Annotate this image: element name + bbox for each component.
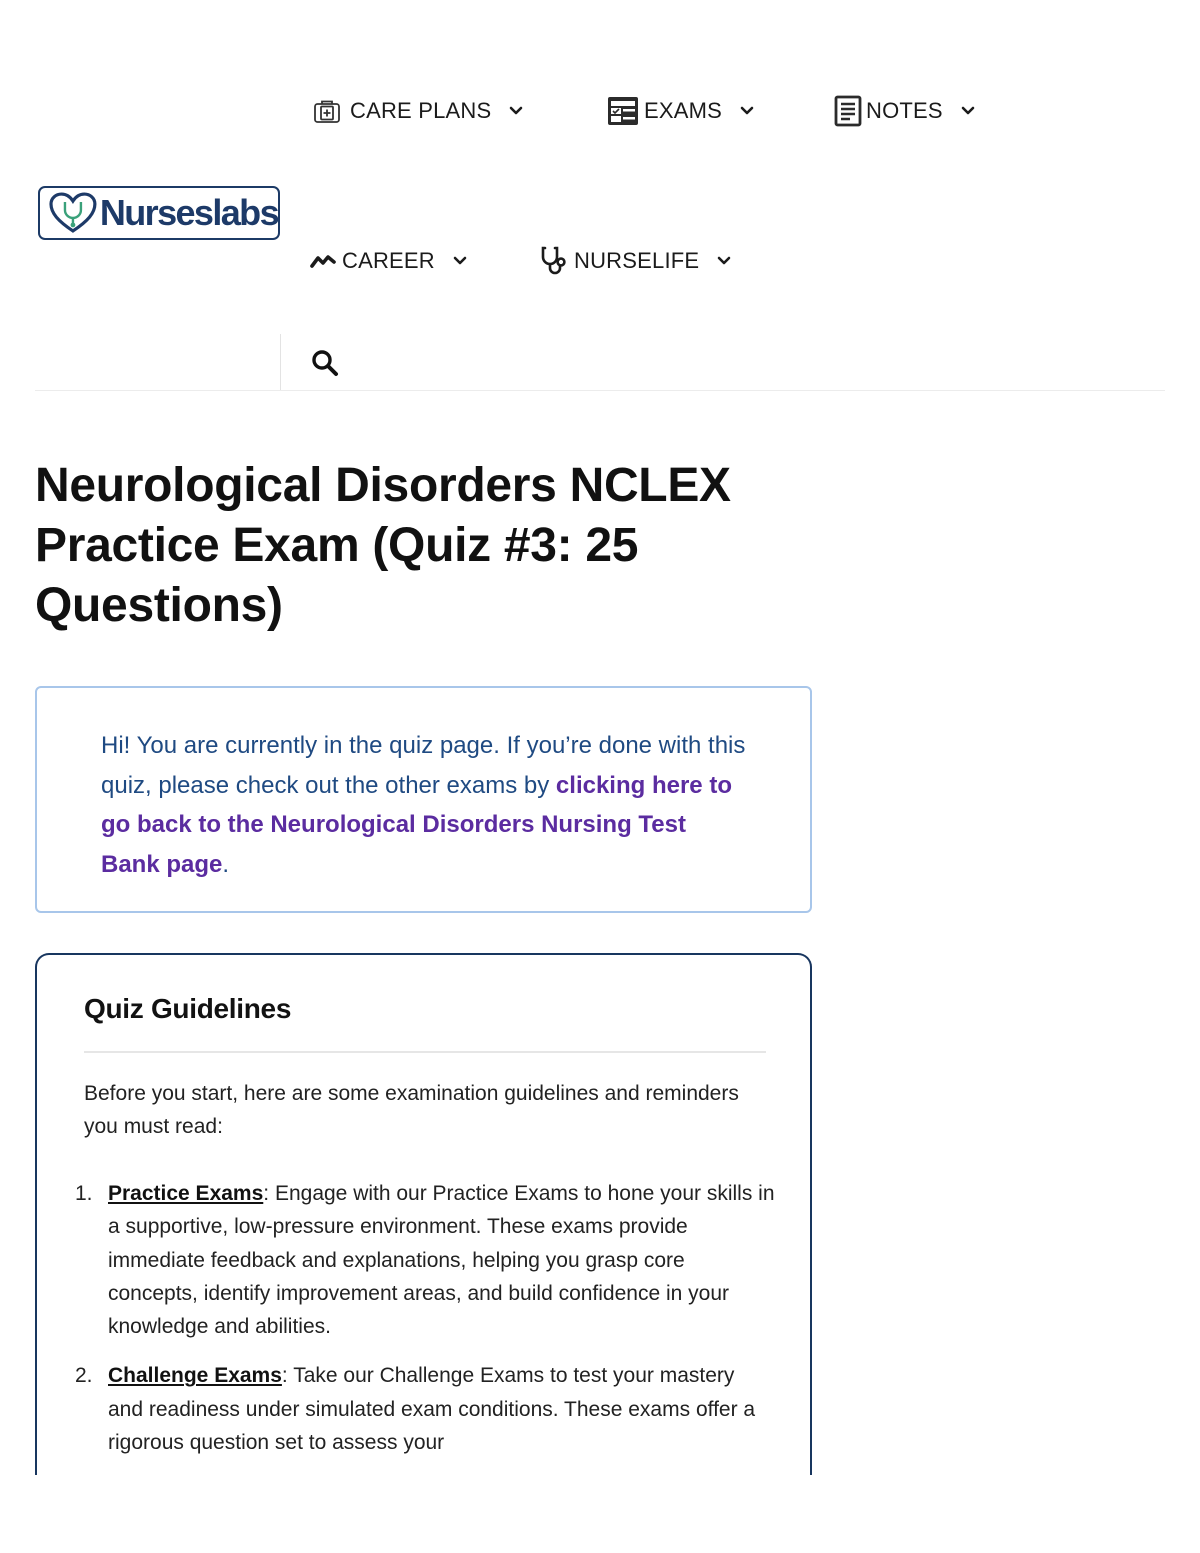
chevron-down-icon (717, 256, 731, 266)
list-item-term: Challenge Exams (108, 1364, 282, 1388)
notice-text-before: Hi! You are currently in the quiz page. If you’re done with this quiz, please check out the other exams by (101, 732, 746, 799)
nav-care-plans-label: CARE PLANS (350, 98, 492, 123)
test-sheet-icon (606, 95, 640, 127)
guidelines-list (75, 1177, 775, 1475)
quiz-notice-box (35, 686, 812, 913)
chevron-down-icon (740, 106, 754, 116)
guidelines-intro: Before you start, here are some examination guidelines and reminders you must read: (84, 1082, 739, 1138)
list-item-number: 2. (75, 1364, 93, 1388)
nav-nurselife[interactable] (540, 244, 731, 278)
chevron-down-icon (961, 106, 975, 116)
list-item (75, 1359, 775, 1459)
notice-text-after: . (222, 850, 230, 878)
guidelines-divider (84, 1051, 766, 1053)
page-title: Neurological Disorders NCLEX Practice Exam (Quiz #3: 25 Questions) (35, 459, 731, 632)
quiz-guidelines-card (35, 953, 812, 1493)
search-button[interactable] (310, 348, 340, 378)
stethoscope-icon (540, 245, 570, 277)
medical-bag-icon (312, 97, 342, 125)
list-item-description: : Engage with our Practice Exams to hone your skills in a supportive, low-pressure environment. These exams provide immediate feedback and explanations, helping you grasp core concepts, identify improvement areas, and build confidence in your knowledge and abilities. (108, 1182, 775, 1339)
guidelines-title: Quiz Guidelines (84, 993, 292, 1024)
search-icon (311, 349, 339, 377)
logo-text: Nurseslabs (99, 192, 278, 233)
document-icon (834, 95, 862, 127)
header-divider (280, 334, 281, 390)
nav-notes[interactable] (834, 94, 975, 128)
nav-career-label: CAREER (342, 248, 435, 273)
page-cutoff (0, 1475, 1200, 1553)
list-item-term: Practice Exams (108, 1182, 264, 1205)
header-bottom-border (35, 390, 1165, 391)
nav-care-plans[interactable] (312, 94, 523, 128)
notice-text (101, 726, 750, 884)
list-item-description: : Take our Challenge Exams to test your mastery and readiness under simulated exam conditions. These exams offer a rigorous question set to assess your (108, 1364, 756, 1455)
trend-line-icon (310, 251, 336, 271)
nav-career[interactable] (310, 244, 467, 278)
nav-nurselife-label: NURSELIFE (574, 248, 700, 273)
chevron-down-icon (509, 106, 523, 116)
site-logo[interactable] (38, 186, 280, 240)
heart-stethoscope-icon (48, 191, 98, 235)
chevron-down-icon (453, 256, 467, 266)
nav-notes-label: NOTES (866, 98, 943, 123)
nav-exams[interactable] (606, 94, 754, 128)
list-item-number: 1. (75, 1182, 93, 1205)
list-item (75, 1177, 775, 1343)
nav-exams-label: EXAMS (644, 98, 723, 123)
back-to-test-bank-link[interactable]: clicking here to go back to the Neurological Disorders Nursing Test Bank page (101, 771, 732, 878)
